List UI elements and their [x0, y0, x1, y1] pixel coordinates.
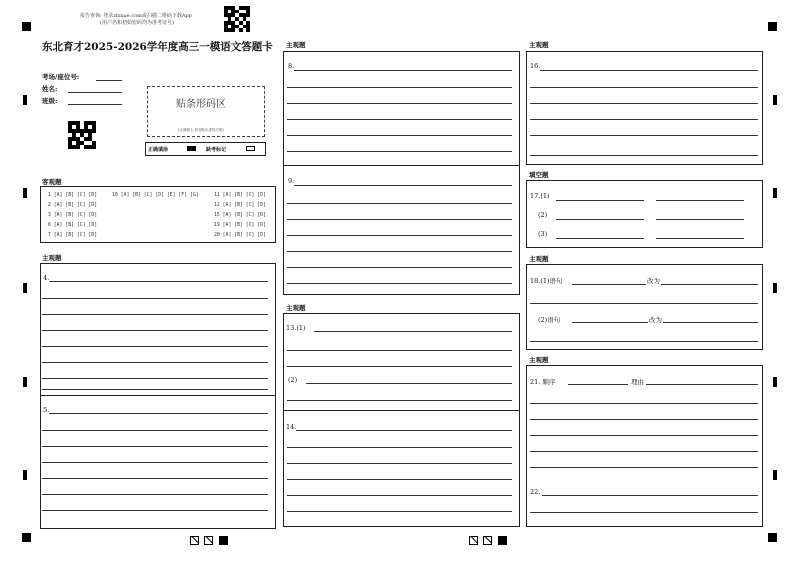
- answer-line[interactable]: [287, 400, 512, 401]
- question-number-17-part-3: (3): [538, 230, 548, 238]
- registration-mark-top-left: [22, 22, 31, 31]
- answer-line[interactable]: [306, 383, 512, 384]
- answer-line[interactable]: [287, 235, 512, 236]
- answer-line[interactable]: [287, 350, 512, 351]
- absent-mark-label: 缺考标记: [206, 147, 227, 153]
- answer-line[interactable]: [287, 151, 512, 152]
- registration-mark-top-right: [768, 22, 777, 31]
- objective-section-title: 客观题: [42, 178, 62, 186]
- timing-mark: [773, 377, 777, 387]
- login-hint: (用户名和初始密码均为准考证号): [100, 20, 174, 26]
- question-number-8: 8.: [288, 62, 295, 70]
- answer-line[interactable]: [530, 451, 758, 452]
- student-qr-code-icon: [68, 121, 96, 149]
- answer-line[interactable]: [661, 284, 758, 285]
- objective-option-row[interactable]: 6 [A] [B] [C] [D]: [48, 223, 98, 228]
- objective-option-row[interactable]: 12 [A] [B] [C] [D]: [214, 203, 266, 208]
- question-number-21: 21. 顺序: [530, 378, 556, 386]
- answer-line[interactable]: [42, 494, 268, 495]
- question-number-16: 16.: [530, 62, 541, 70]
- question-number-5: 5.: [43, 406, 50, 414]
- answer-line[interactable]: [42, 298, 268, 299]
- answer-line[interactable]: [287, 267, 512, 268]
- answer-line[interactable]: [572, 322, 648, 323]
- subjective-section-title: 主观题: [529, 356, 549, 364]
- barcode-title: 贴条形码区: [176, 99, 226, 110]
- correct-fill-sample-icon: [187, 146, 196, 151]
- objective-option-row[interactable]: 19 [A] [B] [C] [D]: [214, 223, 266, 228]
- page-check-box-icon: [190, 536, 199, 545]
- answer-line[interactable]: [287, 219, 512, 220]
- answer-line[interactable]: [287, 119, 512, 120]
- question-number-18-part-2: (2)语句: [538, 316, 561, 324]
- seat-field[interactable]: [96, 80, 122, 81]
- answer-line[interactable]: [542, 495, 758, 496]
- timing-mark: [773, 283, 777, 293]
- page-check-box-icon: [483, 536, 492, 545]
- change-to-label: 改为: [649, 316, 662, 324]
- answer-line[interactable]: [287, 103, 512, 104]
- answer-line[interactable]: [287, 135, 512, 136]
- answer-line[interactable]: [287, 463, 512, 464]
- answer-line[interactable]: [572, 284, 646, 285]
- answer-line[interactable]: [656, 219, 744, 220]
- answer-line[interactable]: [530, 119, 758, 120]
- answer-line[interactable]: [556, 219, 644, 220]
- answer-line[interactable]: [42, 478, 268, 479]
- change-to-label: 改为: [647, 277, 660, 285]
- answer-line[interactable]: [42, 346, 268, 347]
- answer-line[interactable]: [42, 378, 268, 379]
- answer-line[interactable]: [530, 103, 758, 104]
- objective-option-row[interactable]: 1 [A] [B] [C] [D]: [48, 193, 98, 198]
- question-number-22: 22.: [530, 488, 541, 496]
- timing-mark: [23, 188, 27, 198]
- answer-line[interactable]: [530, 435, 758, 436]
- subjective-section-title: 主观题: [529, 41, 549, 49]
- answer-line[interactable]: [530, 403, 758, 404]
- correct-fill-label: 正确填涂: [148, 147, 169, 153]
- answer-line[interactable]: [294, 70, 512, 71]
- answer-box-q16: [526, 51, 763, 165]
- answer-line[interactable]: [287, 251, 512, 252]
- page-title: 东北育才2025-2026学年度高三一模语文答题卡: [42, 41, 273, 53]
- answer-line[interactable]: [530, 341, 758, 342]
- subjective-section-title: 主观题: [286, 41, 306, 49]
- answer-line[interactable]: [663, 322, 758, 323]
- answer-line[interactable]: [530, 467, 758, 468]
- question-number-4: 4.: [43, 274, 50, 282]
- registration-mark-bottom-right: [768, 533, 777, 542]
- report-notice: 报告查询: 登录zhixue.com或扫描二维码下载App: [80, 13, 192, 19]
- objective-option-row[interactable]: 3 [A] [B] [C] [D]: [48, 213, 98, 218]
- question-number-17-part-2: (2): [538, 211, 548, 219]
- answer-line[interactable]: [656, 238, 744, 239]
- answer-line[interactable]: [42, 389, 268, 390]
- answer-line[interactable]: [42, 330, 268, 331]
- answer-box-q21-q22: [526, 365, 763, 527]
- answer-line[interactable]: [42, 430, 268, 431]
- answer-line[interactable]: [530, 135, 758, 136]
- name-field[interactable]: [68, 92, 122, 93]
- registration-mark-bottom-left: [22, 533, 31, 542]
- answer-line[interactable]: [287, 495, 512, 496]
- class-label: 班级:: [42, 97, 58, 105]
- answer-line[interactable]: [530, 155, 758, 156]
- question-number-9: 9.: [288, 177, 295, 185]
- reason-label: 理由: [631, 378, 644, 386]
- answer-line[interactable]: [287, 447, 512, 448]
- class-field[interactable]: [68, 104, 122, 105]
- timing-mark: [23, 283, 27, 293]
- app-qr-code-icon: [224, 6, 250, 32]
- answer-line[interactable]: [287, 511, 512, 512]
- question-number-14: 14.: [286, 423, 297, 431]
- answer-line[interactable]: [530, 419, 758, 420]
- answer-line[interactable]: [287, 479, 512, 480]
- question-number-17-part-1: 17.(1): [530, 192, 550, 200]
- answer-line[interactable]: [287, 203, 512, 204]
- answer-line[interactable]: [296, 430, 512, 431]
- answer-line[interactable]: [568, 384, 628, 385]
- answer-line[interactable]: [646, 384, 758, 385]
- timing-mark: [23, 95, 27, 105]
- subjective-section-title: 主观题: [42, 254, 62, 262]
- answer-line[interactable]: [556, 238, 644, 239]
- question-number-13: 13.(1): [286, 324, 306, 332]
- seat-label: 考场/座位号:: [42, 73, 80, 81]
- answer-line[interactable]: [530, 87, 758, 88]
- objective-option-row[interactable]: 7 [A] [B] [C] [D]: [48, 233, 98, 238]
- answer-line[interactable]: [314, 331, 512, 332]
- objective-option-row[interactable]: 10 [A] [B] [C] [D] [E] [F] [G]: [112, 193, 199, 198]
- timing-mark: [23, 377, 27, 387]
- answer-line[interactable]: [540, 70, 758, 71]
- answer-line[interactable]: [42, 446, 268, 447]
- timing-mark: [23, 470, 27, 480]
- objective-option-row[interactable]: 11 [A] [B] [C] [D]: [214, 193, 266, 198]
- timing-mark: [773, 470, 777, 480]
- timing-mark: [773, 188, 777, 198]
- fill-blank-section-title: 填空题: [529, 171, 549, 179]
- answer-line[interactable]: [49, 281, 268, 282]
- page-check-box-icon: [469, 536, 478, 545]
- answer-line[interactable]: [294, 185, 512, 186]
- objective-option-row[interactable]: 20 [A] [B] [C] [D]: [214, 233, 266, 238]
- answer-line[interactable]: [42, 314, 268, 315]
- answer-divider: [283, 410, 520, 411]
- answer-line[interactable]: [556, 200, 644, 201]
- objective-option-row[interactable]: 15 [A] [B] [C] [D]: [214, 213, 266, 218]
- subjective-section-title: 主观题: [529, 255, 549, 263]
- barcode-hint: (正面朝上,切勿贴出虚线方框): [178, 128, 224, 132]
- timing-mark: [773, 95, 777, 105]
- answer-line[interactable]: [42, 362, 268, 363]
- answer-line[interactable]: [49, 413, 268, 414]
- answer-divider: [283, 165, 520, 166]
- answer-line[interactable]: [287, 283, 512, 284]
- answer-line[interactable]: [42, 462, 268, 463]
- answer-line[interactable]: [656, 200, 744, 201]
- objective-option-row[interactable]: 2 [A] [B] [C] [D]: [48, 203, 98, 208]
- question-number-13-part-2: (2): [288, 376, 298, 384]
- answer-line[interactable]: [530, 512, 758, 513]
- page-fill-mark-icon: [498, 536, 507, 545]
- question-number-18-part-1: 18.(1)语句: [530, 277, 563, 285]
- name-label: 姓名:: [42, 85, 58, 93]
- page-check-box-icon: [204, 536, 213, 545]
- subjective-section-title: 主观题: [286, 304, 306, 312]
- answer-line[interactable]: [530, 303, 758, 304]
- answer-box-q4-q5: [40, 263, 276, 529]
- answer-line[interactable]: [287, 366, 512, 367]
- page-fill-mark-icon: [219, 536, 228, 545]
- answer-line[interactable]: [287, 87, 512, 88]
- answer-divider: [40, 395, 276, 396]
- absent-mark-checkbox[interactable]: [246, 146, 255, 151]
- answer-line[interactable]: [42, 510, 268, 511]
